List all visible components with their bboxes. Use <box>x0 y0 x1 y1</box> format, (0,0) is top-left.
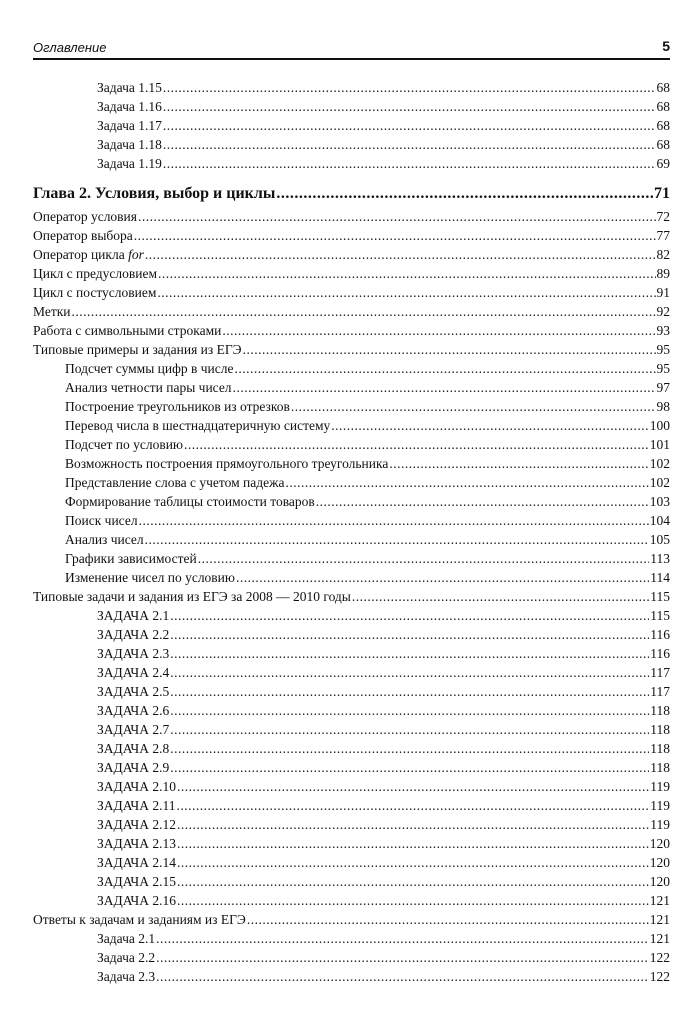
entry-page: 121 <box>649 912 670 927</box>
toc-entry <box>33 606 670 625</box>
toc-entry <box>33 815 670 834</box>
leader-dots <box>177 777 649 796</box>
toc-entry <box>33 135 670 154</box>
leader-dots <box>157 283 655 302</box>
leader-dots <box>156 929 649 948</box>
entry-title: Перевод числа в шестнадцатеричную систему <box>65 418 331 433</box>
entry-page: 114 <box>650 570 670 585</box>
entry-title: Типовые задачи и задания из ЕГЭ за 2008 — 2010 годы <box>33 589 351 604</box>
leader-dots <box>158 264 655 283</box>
toc-entry <box>33 511 670 530</box>
entry-title: Ответы к задачам и заданиям из ЕГЭ <box>33 912 246 927</box>
chapter-heading <box>33 183 670 205</box>
leader-dots <box>163 154 656 173</box>
entry-title: Поиск чисел <box>65 513 138 528</box>
toc-entry <box>33 397 670 416</box>
toc-entry <box>33 872 670 891</box>
leader-dots <box>163 97 656 116</box>
entry-page: 77 <box>656 228 670 243</box>
entry-page: 100 <box>649 418 670 433</box>
entry-page: 121 <box>649 893 670 908</box>
toc-entry <box>33 207 670 226</box>
entry-page: 104 <box>649 513 670 528</box>
leader-dots <box>243 340 656 359</box>
toc-entry <box>33 435 670 454</box>
entry-title: Изменение чисел по условию <box>65 570 235 585</box>
leader-dots <box>352 587 649 606</box>
toc-entry <box>33 682 670 701</box>
entry-page: 98 <box>656 399 670 414</box>
entry-title: ЗАДАЧА 2.3 <box>97 646 170 661</box>
toc-entry <box>33 549 670 568</box>
leader-dots <box>198 549 650 568</box>
leader-dots <box>163 116 656 135</box>
entry-page: 69 <box>656 156 670 171</box>
leader-dots <box>177 853 649 872</box>
leader-dots <box>234 359 655 378</box>
entry-page: 116 <box>650 646 670 661</box>
entry-title: Подсчет суммы цифр в числе <box>65 361 234 376</box>
entry-page: 121 <box>649 931 670 946</box>
entry-title: ЗАДАЧА 2.2 <box>97 627 170 642</box>
toc-entry <box>33 720 670 739</box>
toc-entry <box>33 492 670 511</box>
entry-page: 122 <box>649 950 670 965</box>
toc-entry <box>33 283 670 302</box>
entry-page: 120 <box>649 855 670 870</box>
entry-page: 115 <box>650 608 670 623</box>
toc-entry-chapter <box>33 183 670 205</box>
entry-page: 116 <box>650 627 670 642</box>
entry-page: 119 <box>650 798 670 813</box>
leader-dots <box>170 606 649 625</box>
entry-title: Формирование таблицы стоимости товаров <box>65 494 315 509</box>
leader-dots <box>233 378 656 397</box>
entry-page: 68 <box>656 80 670 95</box>
toc-top-list <box>33 78 670 173</box>
entry-title: Цикл с постусловием <box>33 285 157 300</box>
entry-title: ЗАДАЧА 2.5 <box>97 684 170 699</box>
leader-dots <box>291 397 656 416</box>
entry-page: 68 <box>656 118 670 133</box>
entry-title: ЗАДАЧА 2.1 <box>97 608 170 623</box>
entry-page: 82 <box>656 247 670 262</box>
toc-entry <box>33 568 670 587</box>
entry-page: 91 <box>656 285 670 300</box>
toc-main-list <box>33 207 670 986</box>
toc-entry <box>33 264 670 283</box>
entry-page: 102 <box>649 475 670 490</box>
leader-dots <box>177 872 649 891</box>
entry-page: 101 <box>649 437 670 452</box>
entry-page: 113 <box>650 551 670 566</box>
entry-title: ЗАДАЧА 2.4 <box>97 665 170 680</box>
leader-dots <box>389 454 648 473</box>
toc-entry <box>33 777 670 796</box>
leader-dots <box>170 644 649 663</box>
leader-dots <box>177 815 649 834</box>
entry-title: ЗАДАЧА 2.7 <box>97 722 170 737</box>
toc-entry <box>33 154 670 173</box>
toc-entry <box>33 853 670 872</box>
page-number: 5 <box>662 38 670 54</box>
toc-entry <box>33 644 670 663</box>
entry-title: ЗАДАЧА 2.12 <box>97 817 176 832</box>
leader-dots <box>145 245 656 264</box>
entry-page: 118 <box>650 760 670 775</box>
entry-title: Оператор цикла for <box>33 247 144 262</box>
entry-title: Анализ четности пары чисел <box>65 380 232 395</box>
leader-dots <box>139 511 649 530</box>
leader-dots <box>331 416 648 435</box>
entry-page: 120 <box>649 874 670 889</box>
toc-entry <box>33 587 670 606</box>
toc-entry <box>33 967 670 986</box>
entry-page: 71 <box>654 185 670 202</box>
toc-entry <box>33 378 670 397</box>
leader-dots <box>316 492 649 511</box>
entry-title: Глава 2. Условия, выбор и циклы <box>33 185 276 202</box>
toc-entry <box>33 530 670 549</box>
entry-title: Построение треугольников из отрезков <box>65 399 290 414</box>
entry-page: 119 <box>650 779 670 794</box>
leader-dots <box>236 568 649 587</box>
entry-title: Задача 1.19 <box>97 156 162 171</box>
entry-title: Возможность построения прямоугольного треугольника <box>65 456 389 471</box>
entry-page: 118 <box>650 741 670 756</box>
entry-title: Задача 2.2 <box>97 950 156 965</box>
entry-page: 89 <box>656 266 670 281</box>
toc-entry <box>33 454 670 473</box>
leader-dots <box>170 682 649 701</box>
entry-title: Цикл с предусловием <box>33 266 158 281</box>
toc-entry <box>33 834 670 853</box>
toc-entry <box>33 701 670 720</box>
entry-page: 95 <box>656 361 670 376</box>
entry-page: 97 <box>656 380 670 395</box>
entry-page: 119 <box>650 817 670 832</box>
toc-entry <box>33 625 670 644</box>
leader-dots <box>184 435 649 454</box>
entry-page: 117 <box>650 665 670 680</box>
toc-entry <box>33 78 670 97</box>
leader-dots <box>170 625 649 644</box>
leader-dots <box>247 910 649 929</box>
entry-page: 120 <box>649 836 670 851</box>
entry-page: 92 <box>656 304 670 319</box>
toc-entry <box>33 302 670 321</box>
entry-title: Задача 2.1 <box>97 931 156 946</box>
entry-page: 118 <box>650 722 670 737</box>
entry-title: ЗАДАЧА 2.9 <box>97 760 170 775</box>
entry-title: ЗАДАЧА 2.11 <box>97 798 176 813</box>
entry-title: ЗАДАЧА 2.10 <box>97 779 176 794</box>
toc-entry <box>33 739 670 758</box>
leader-dots <box>138 207 656 226</box>
entry-page: 117 <box>650 684 670 699</box>
toc-entry <box>33 245 670 264</box>
entry-page: 68 <box>656 137 670 152</box>
entry-title: ЗАДАЧА 2.6 <box>97 703 170 718</box>
entry-title: ЗАДАЧА 2.13 <box>97 836 176 851</box>
header-title: Оглавление <box>33 40 107 55</box>
leader-dots <box>170 758 649 777</box>
entry-title: Задача 1.17 <box>97 118 162 133</box>
entry-page: 103 <box>649 494 670 509</box>
toc-entry <box>33 663 670 682</box>
leader-dots <box>156 948 649 967</box>
toc-entry <box>33 758 670 777</box>
toc-entry <box>33 340 670 359</box>
entry-page: 72 <box>656 209 670 224</box>
entry-page: 102 <box>649 456 670 471</box>
entry-title: ЗАДАЧА 2.14 <box>97 855 176 870</box>
entry-title: Подсчет по условию <box>65 437 184 452</box>
entry-title: Задача 1.18 <box>97 137 162 152</box>
toc-entry <box>33 226 670 245</box>
toc-entry <box>33 473 670 492</box>
toc-entry <box>33 359 670 378</box>
leader-dots <box>222 321 655 340</box>
toc-entry <box>33 796 670 815</box>
entry-title: Задача 2.3 <box>97 969 156 984</box>
entry-page: 95 <box>656 342 670 357</box>
entry-page: 118 <box>650 703 670 718</box>
entry-page: 122 <box>649 969 670 984</box>
leader-dots <box>170 663 649 682</box>
entry-title: ЗАДАЧА 2.15 <box>97 874 176 889</box>
leader-dots <box>177 834 649 853</box>
leader-dots <box>276 183 653 205</box>
leader-dots <box>163 135 656 154</box>
toc-entry <box>33 929 670 948</box>
leader-dots <box>285 473 648 492</box>
entry-title: Анализ чисел <box>65 532 144 547</box>
leader-dots <box>176 796 649 815</box>
toc-entry <box>33 416 670 435</box>
entry-title: Типовые примеры и задания из ЕГЭ <box>33 342 242 357</box>
entry-title: Оператор условия <box>33 209 137 224</box>
leader-dots <box>170 720 649 739</box>
entry-title: Задача 1.15 <box>97 80 162 95</box>
leader-dots <box>134 226 656 245</box>
entry-title: Задача 1.16 <box>97 99 162 114</box>
toc-entry <box>33 116 670 135</box>
entry-page: 115 <box>650 589 670 604</box>
entry-page: 105 <box>649 532 670 547</box>
toc-entry <box>33 910 670 929</box>
leader-dots <box>170 701 649 720</box>
entry-title: ЗАДАЧА 2.8 <box>97 741 170 756</box>
toc-entry <box>33 948 670 967</box>
toc-entry <box>33 97 670 116</box>
entry-title: Графики зависимостей <box>65 551 197 566</box>
entry-title: Оператор выбора <box>33 228 133 243</box>
running-header <box>33 40 670 60</box>
leader-dots <box>145 530 649 549</box>
entry-title: Метки <box>33 304 71 319</box>
leader-dots <box>170 739 649 758</box>
leader-dots <box>156 967 649 986</box>
toc-entry <box>33 321 670 340</box>
entry-title: Работа с символьными строками <box>33 323 222 338</box>
entry-title: ЗАДАЧА 2.16 <box>97 893 176 908</box>
leader-dots <box>72 302 656 321</box>
entry-page: 93 <box>656 323 670 338</box>
entry-title: Представление слова с учетом падежа <box>65 475 285 490</box>
leader-dots <box>177 891 649 910</box>
toc-entry <box>33 891 670 910</box>
leader-dots <box>163 78 656 97</box>
entry-page: 68 <box>656 99 670 114</box>
